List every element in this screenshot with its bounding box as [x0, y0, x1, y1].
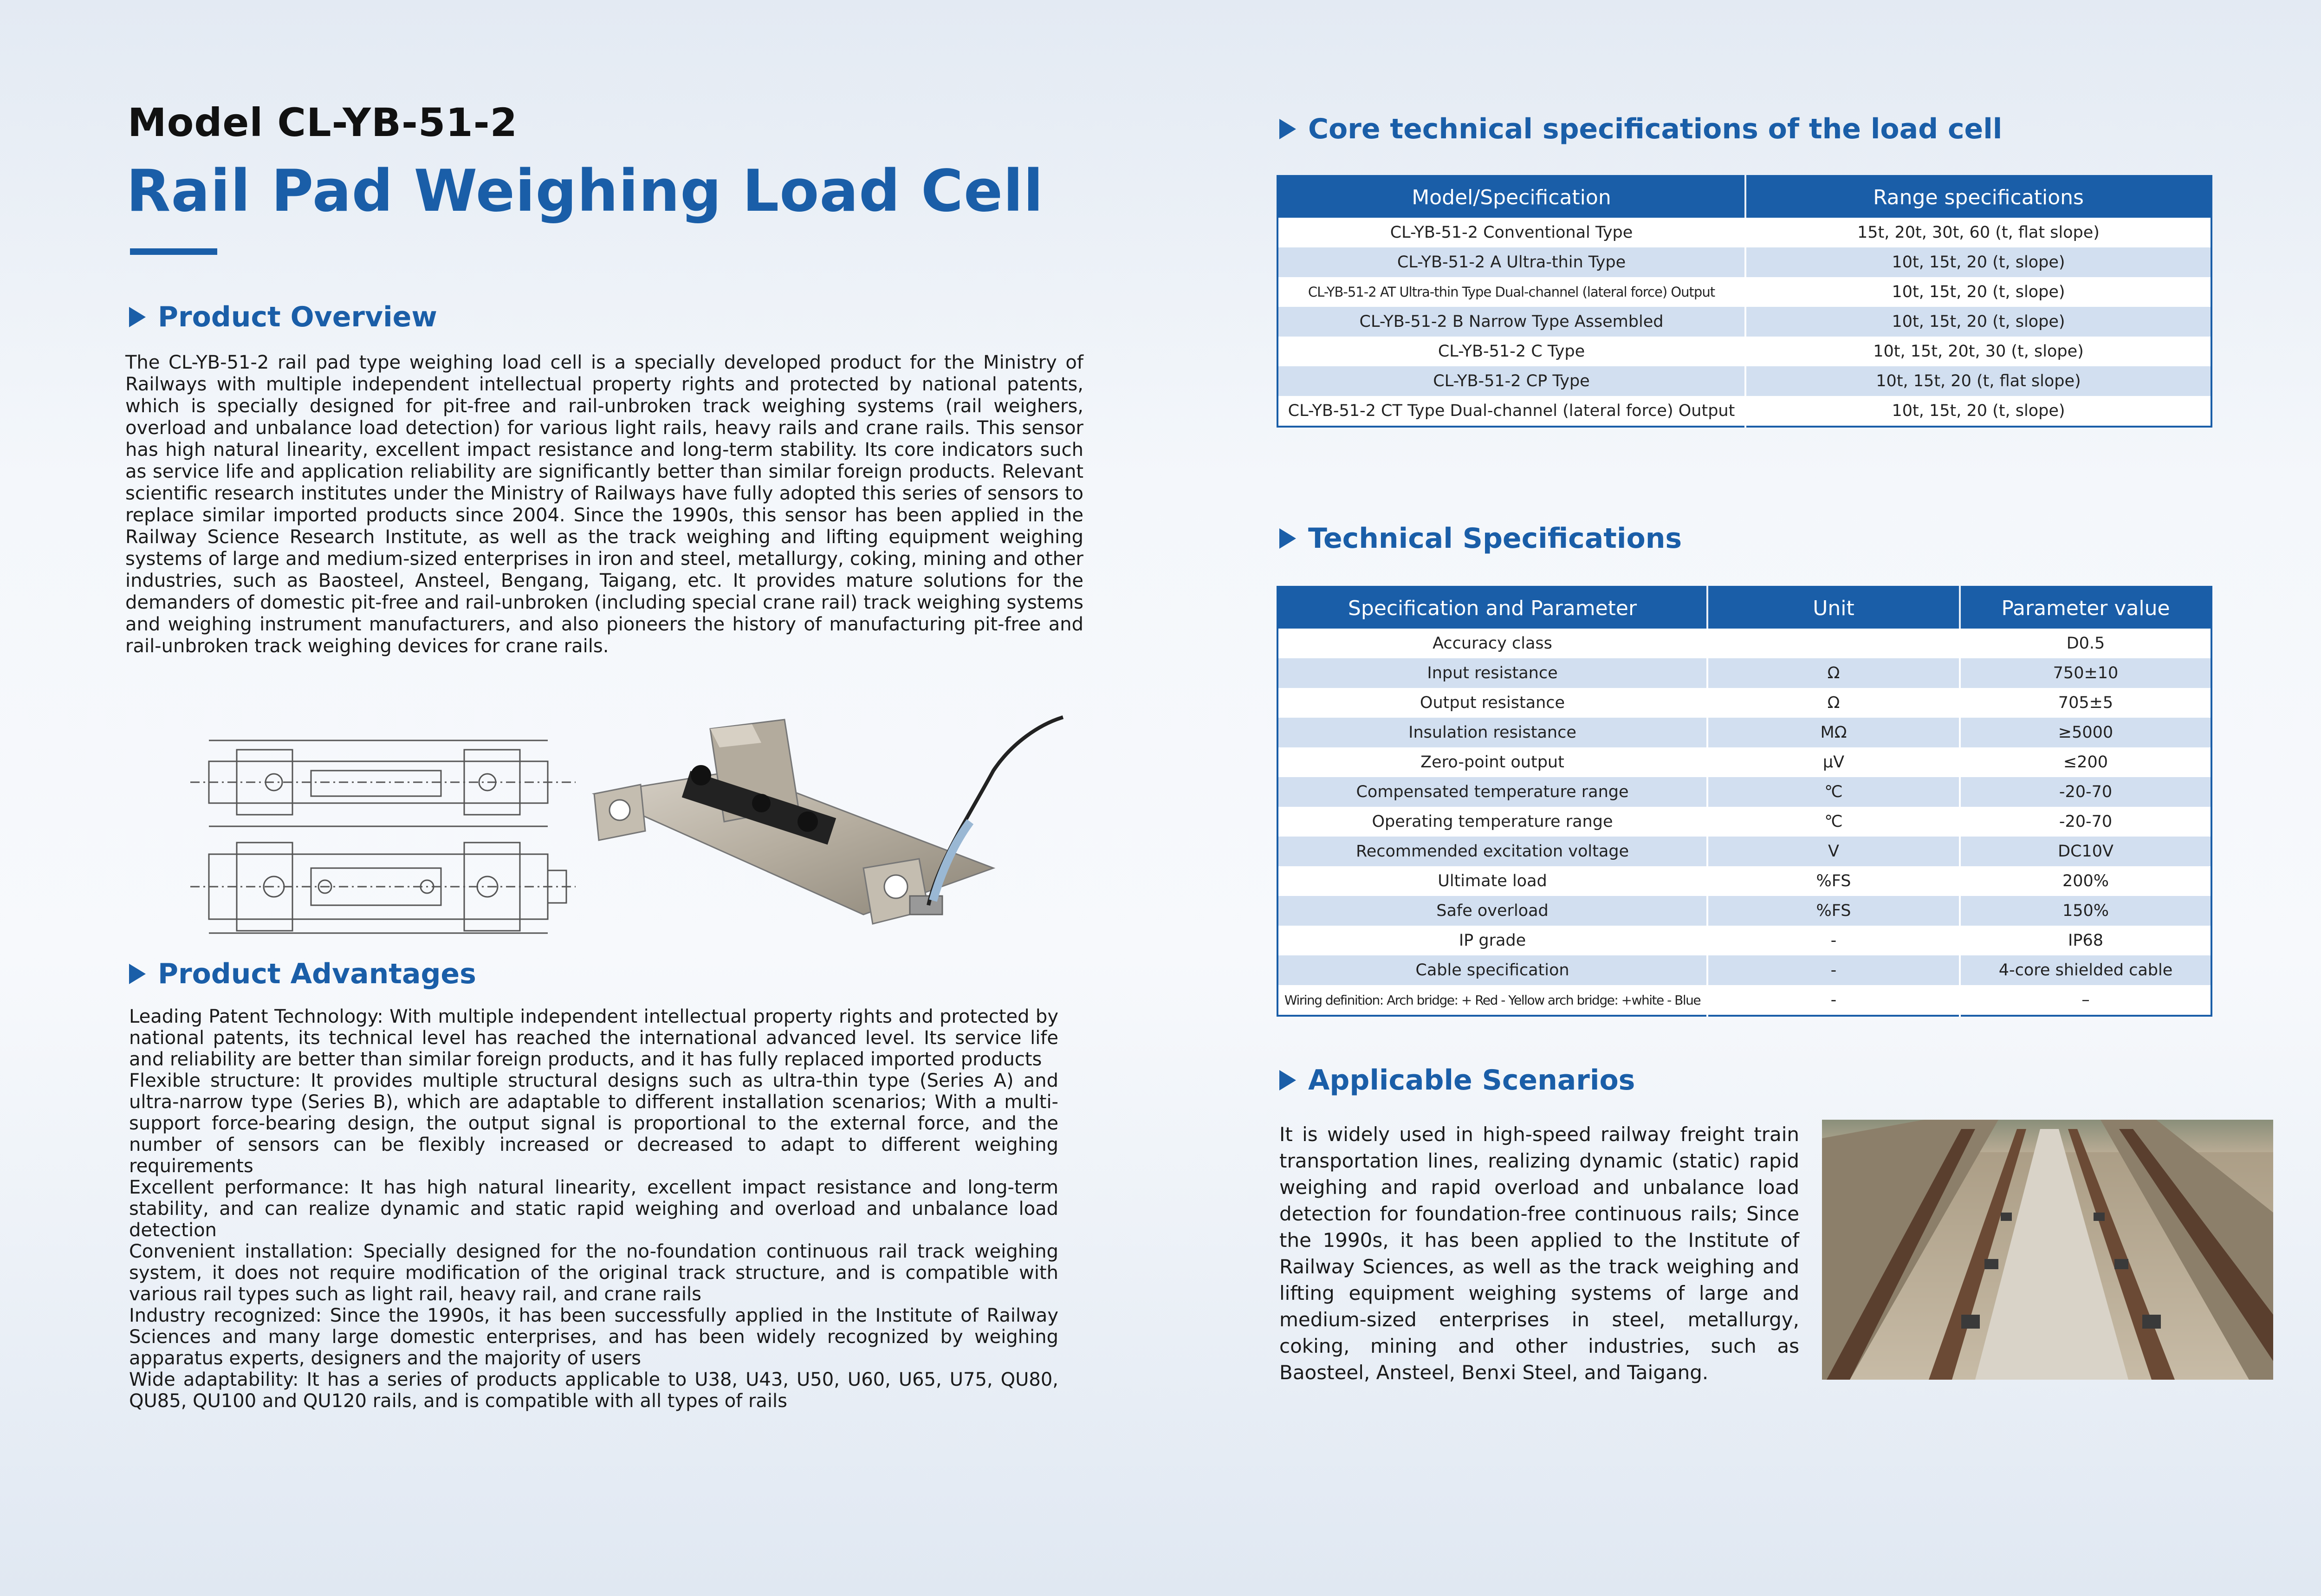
table-row	[1277, 866, 2211, 896]
table-cell: Output resistance	[1277, 688, 1707, 718]
table-cell: 705±5	[1960, 688, 2211, 718]
advantage-item: Wide adaptability: It has a series of products applicable to U38, U43, U50, U60, U65, U75, QU80, QU85, QU100 and QU120 rails, and is compatible with all types of rails	[129, 1369, 1058, 1412]
table-row	[1277, 896, 2211, 926]
column-header: Range specifications	[1745, 176, 2211, 218]
triangle-bullet-icon	[1279, 1070, 1296, 1090]
table-cell: ≤200	[1960, 747, 2211, 777]
table-cell: μV	[1707, 747, 1960, 777]
table-cell: -20-70	[1960, 807, 2211, 837]
table-row	[1277, 985, 2211, 1016]
table-row	[1277, 337, 2211, 366]
table-cell: MΩ	[1707, 718, 1960, 747]
table-cell: Ultimate load	[1277, 866, 1707, 896]
table-cell: 4-core shielded cable	[1960, 955, 2211, 985]
triangle-bullet-icon	[129, 964, 146, 984]
table-cell: -	[1707, 955, 1960, 985]
table-cell: -	[1707, 926, 1960, 955]
table-cell: CL-YB-51-2 A Ultra-thin Type	[1277, 247, 1745, 277]
overview-text: The CL-YB-51-2 rail pad type weighing load cell is a specially developed product for the Ministry of Railways with multiple independent intellectual property rights and protected by national patents, which is specially designed for pit-free and rail-unbroken track weighing systems (rail weighers, overload and unbalance load detection) for various light rails, heavy rails and crane rails. This sensor has high natural linearity, excellent impact resistance and long-term stability. Its core indicators such as service life and application reliability are significantly better than similar foreign products. Relevant scientific research institutes under the Ministry of Railways have fully adopted this series of sensors to replace similar imported products since 2004. Since the 1990s, this sensor has been applied in the Railway Science Research Institute, as well as the track weighing and lifting equipment weighing systems of large and medium-sized enterprises in iron and steel, metallurgy, coking, mining and other industries, such as Baosteel, Ansteel, Bengang, Taigang, etc. It provides mature solutions for the demanders of domestic pit-free and rail-unbroken (including special crane rail) track weighing systems and weighing instrument manufacturers, and also pioneers the history of manufacturing pit-free and rail-unbroken track weighing devices for crane rails.	[125, 352, 1083, 657]
table-cell: CL-YB-51-2 CT Type Dual-channel (lateral force) Output	[1277, 396, 1745, 427]
table-cell: Recommended excitation voltage	[1277, 837, 1707, 866]
scenarios-heading	[1279, 1064, 1635, 1096]
core-specs-table	[1277, 175, 2212, 428]
scenarios-heading-text: Applicable Scenarios	[1308, 1064, 1635, 1096]
title-underline	[130, 248, 217, 255]
table-cell: Input resistance	[1277, 658, 1707, 688]
table-cell: D0.5	[1960, 629, 2211, 658]
table-row	[1277, 747, 2211, 777]
table-cell: Safe overload	[1277, 896, 1707, 926]
table-cell: Operating temperature range	[1277, 807, 1707, 837]
advantages-heading	[129, 958, 476, 990]
table-row	[1277, 807, 2211, 837]
table-cell: 10t, 15t, 20 (t, slope)	[1745, 247, 2211, 277]
advantage-item: Leading Patent Technology: With multiple independent intellectual property rights and protected by national patents, its technical level has reached the international advanced level. Its service life and reliability are better than similar foreign products, and it has fully replaced imported products	[129, 1006, 1058, 1070]
table-cell: 150%	[1960, 896, 2211, 926]
table-cell	[1707, 629, 1960, 658]
table-row	[1277, 658, 2211, 688]
table-cell: Wiring definition: Arch bridge: + Red - Yellow arch bridge: +white - Blue	[1277, 985, 1707, 1016]
load-cell-photo	[585, 715, 1068, 933]
table-cell: 10t, 15t, 20t, 30 (t, slope)	[1745, 337, 2211, 366]
table-cell: CL-YB-51-2 C Type	[1277, 337, 1745, 366]
advantage-item: Excellent performance: It has high natural linearity, excellent impact resistance and long-term stability, and can realize dynamic and static rapid weighing and overload and unbalance load detection	[129, 1177, 1058, 1241]
table-row	[1277, 247, 2211, 277]
column-header: Model/Specification	[1277, 176, 1745, 218]
table-row	[1277, 629, 2211, 658]
table-cell: -	[1707, 985, 1960, 1016]
advantages-list	[129, 1006, 1058, 1412]
table-cell: 10t, 15t, 20 (t, slope)	[1745, 307, 2211, 337]
advantage-item: Convenient installation: Specially designed for the no-foundation continuous rail track weighing system, it does not require modification of the original track structure, and is compatible with various rail types such as light rail, heavy rail, and crane rails	[129, 1241, 1058, 1305]
table-row	[1277, 837, 2211, 866]
model-number: Model CL-YB-51-2	[128, 100, 518, 145]
table-row	[1277, 277, 2211, 307]
table-cell: Accuracy class	[1277, 629, 1707, 658]
table-cell: CL-YB-51-2 CP Type	[1277, 366, 1745, 396]
railway-track-photo	[1822, 1120, 2273, 1380]
table-cell: 200%	[1960, 866, 2211, 896]
table-cell: ℃	[1707, 777, 1960, 807]
table-cell: Zero-point output	[1277, 747, 1707, 777]
triangle-bullet-icon	[129, 307, 146, 327]
table-cell: 10t, 15t, 20 (t, flat slope)	[1745, 366, 2211, 396]
table-cell: %FS	[1707, 896, 1960, 926]
table-cell: 750±10	[1960, 658, 2211, 688]
table-cell: 10t, 15t, 20 (t, slope)	[1745, 396, 2211, 427]
table-row	[1277, 396, 2211, 427]
table-cell: Ω	[1707, 688, 1960, 718]
table-row	[1277, 218, 2211, 247]
core-specs-heading-text: Core technical specifications of the load cell	[1308, 113, 2003, 145]
tech-specs-heading	[1279, 522, 1682, 555]
triangle-bullet-icon	[1279, 119, 1296, 139]
scenarios-text: It is widely used in high-speed railway freight train transportation lines, realizing dynamic (static) rapid weighing and rapid overload and unbalance load detection for foundation-free continuous rails; Since the 1990s, it has been applied to the Institute of Railway Sciences, as well as the track weighing and lifting equipment weighing systems of large and medium-sized enterprises in steel, metallurgy, coking, mining and other industries, such as Baosteel, Ansteel, Benxi Steel, and Taigang.	[1279, 1123, 1799, 1384]
advantage-item: Flexible structure: It provides multiple structural designs such as ultra-thin type (Series A) and ultra-narrow type (Series B), which are adaptable to different installation scenarios; With a multi-support force-bearing design, the output signal is proportional to the external force, and the number of sensors can be flexibly increased or decreased to adapt to different weighing requirements	[129, 1070, 1058, 1177]
table-header-row	[1277, 587, 2211, 629]
table-cell: ≥5000	[1960, 718, 2211, 747]
table-cell: CL-YB-51-2 AT Ultra-thin Type Dual-channel (lateral force) Output	[1277, 277, 1745, 307]
table-row	[1277, 718, 2211, 747]
advantages-heading-text: Product Advantages	[158, 958, 476, 990]
table-cell: IP grade	[1277, 926, 1707, 955]
technical-drawing-image	[190, 733, 576, 938]
table-cell: Ω	[1707, 658, 1960, 688]
table-cell: CL-YB-51-2 B Narrow Type Assembled	[1277, 307, 1745, 337]
column-header: Unit	[1707, 587, 1960, 629]
table-cell: IP68	[1960, 926, 2211, 955]
table-row	[1277, 688, 2211, 718]
table-cell: V	[1707, 837, 1960, 866]
table-cell: DC10V	[1960, 837, 2211, 866]
table-cell: –	[1960, 985, 2211, 1016]
table-cell: CL-YB-51-2 Conventional Type	[1277, 218, 1745, 247]
tech-specs-heading-text: Technical Specifications	[1308, 522, 1682, 555]
table-row	[1277, 307, 2211, 337]
table-row	[1277, 777, 2211, 807]
table-cell: ℃	[1707, 807, 1960, 837]
table-row	[1277, 926, 2211, 955]
table-cell: -20-70	[1960, 777, 2211, 807]
advantage-item: Industry recognized: Since the 1990s, it has been successfully applied in the Institute of Railway Sciences and many large domestic enterprises, and has been widely recognized by weighing apparatus experts, designers and the majority of users	[129, 1305, 1058, 1369]
table-header-row	[1277, 176, 2211, 218]
overview-heading-text: Product Overview	[158, 301, 437, 333]
tech-specs-table	[1277, 586, 2212, 1017]
table-cell: 10t, 15t, 20 (t, slope)	[1745, 277, 2211, 307]
table-cell: %FS	[1707, 866, 1960, 896]
triangle-bullet-icon	[1279, 528, 1296, 549]
table-cell: Cable specification	[1277, 955, 1707, 985]
table-cell: Compensated temperature range	[1277, 777, 1707, 807]
page-title: Rail Pad Weighing Load Cell	[126, 158, 1044, 225]
core-specs-heading	[1279, 113, 2002, 145]
overview-heading	[129, 301, 437, 333]
column-header: Specification and Parameter	[1277, 587, 1707, 629]
table-cell: 15t, 20t, 30t, 60 (t, flat slope)	[1745, 218, 2211, 247]
column-header: Parameter value	[1960, 587, 2211, 629]
table-row	[1277, 955, 2211, 985]
table-cell: Insulation resistance	[1277, 718, 1707, 747]
table-row	[1277, 366, 2211, 396]
